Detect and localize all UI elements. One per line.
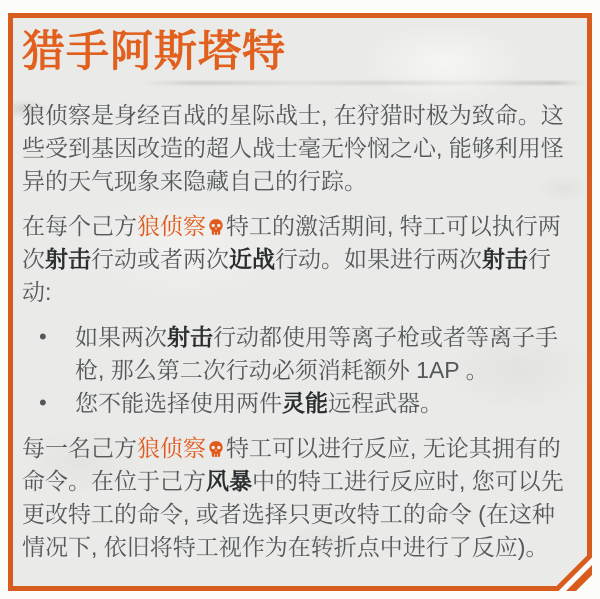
text-segment-normal: 行动。如果进行两次 <box>275 245 482 272</box>
bullet-item-psychic-rule <box>75 387 574 420</box>
bullet-item-plasma-rule <box>75 321 574 387</box>
corner-stripe-decoration <box>532 531 592 591</box>
text-segment-bold: 射击 <box>482 245 528 272</box>
text-segment-normal: 特工的激活期间, 特工可以执行两次 <box>22 212 561 272</box>
text-segment-normal: 行动都使用等离子枪或者等离子手枪, 那么第二次行动必须消耗额外 1AP 。 <box>75 323 558 383</box>
text-segment-normal: 您不能选择使用两件 <box>75 389 282 416</box>
reaction-rule-paragraph <box>22 432 574 564</box>
card-content <box>13 18 587 564</box>
rules-bullet-list <box>22 321 574 420</box>
text-segment-orange: 狼侦察 <box>137 434 206 461</box>
text-segment-normal: 如果两次 <box>75 323 167 350</box>
page-title: 猎手阿斯塔特 <box>22 28 286 76</box>
text-segment-bold: 射击 <box>167 323 213 350</box>
text-segment-normal: 在每个己方 <box>22 212 137 239</box>
text-segment-bold: 风暴 <box>206 467 252 494</box>
activation-rule-paragraph <box>22 210 574 309</box>
text-segment-normal: 特工可以进行反应, 无论其拥有的命令。在位于己方 <box>22 434 561 494</box>
text-segment-bold: 灵能 <box>282 389 328 416</box>
text-segment-normal: 中的特工进行反应时, 您可以先更改特工的命令, 或者选择只更改特工的命令 (在这种情况下, 依旧将特工视作为在转折点中进行了反应)。 <box>22 467 564 560</box>
skull-icon <box>207 218 225 236</box>
text-segment-normal: 每一名己方 <box>22 434 137 461</box>
skull-icon <box>207 440 225 458</box>
text-segment-bold: 射击 <box>45 245 91 272</box>
text-segment-normal: 行动或者两次 <box>91 245 229 272</box>
text-segment-normal: 远程武器。 <box>328 389 443 416</box>
intro-paragraph <box>22 99 574 198</box>
text-segment-bold: 近战 <box>229 245 275 272</box>
text-segment-normal: 狼侦察是身经百战的星际战士, 在狩猎时极为致命。这些受到基因改造的超人战士毫无怜悯之心, 能够利用怪异的天气现象来隐藏自己的行踪。 <box>22 101 564 194</box>
text-segment-normal: 行动: <box>22 245 551 305</box>
text-segment-orange: 狼侦察 <box>137 212 206 239</box>
rules-card-frame <box>8 13 592 591</box>
